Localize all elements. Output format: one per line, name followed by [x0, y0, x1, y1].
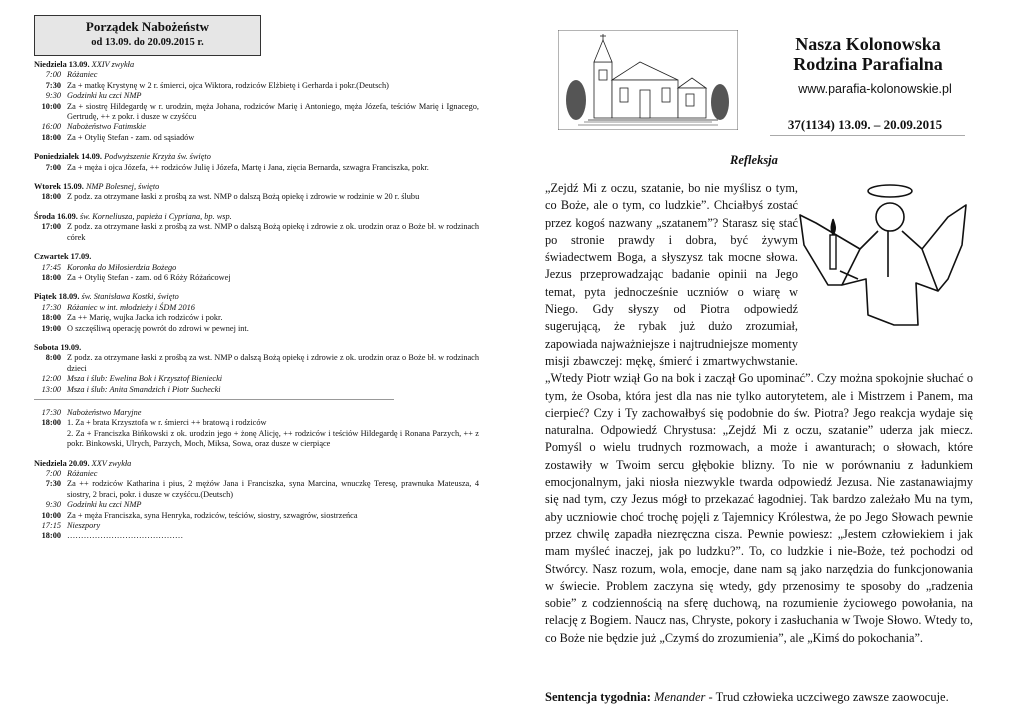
schedule-row	[34, 531, 479, 541]
sentence-text: - Trud człowieka uczciwego zawsze zaowocuje.	[705, 690, 949, 704]
row-time: 9:30	[45, 91, 61, 101]
schedule-row	[34, 500, 479, 510]
schedule-day	[34, 212, 479, 243]
row-time	[34, 429, 67, 450]
row-intention: Z podz. za otrzymane łaski z prośbą za wst. NMP o dalszą Bożą opiekę i zdrowie w rodzinie w 20 r. ślubu	[67, 192, 420, 202]
parish-title	[768, 34, 968, 74]
schedule-row	[34, 521, 479, 531]
day-date: Poniedziałek 14.09.	[34, 152, 102, 162]
row-time: 7:30	[45, 479, 61, 489]
day-date: Sobota 19.09.	[34, 342, 82, 352]
schedule-day	[34, 252, 479, 283]
sentence-author: Menander	[654, 690, 706, 704]
row-time: 19:00	[41, 323, 61, 333]
row-time: 18:00	[41, 418, 61, 428]
schedule-row	[34, 313, 479, 323]
issue-number: 37(1134) 13.09. – 20.09.2015	[787, 117, 943, 132]
parish-title-line2: Rodzina Parafialna	[793, 54, 943, 74]
row-time: 18:00	[41, 192, 61, 202]
row-intention: O szczęśliwą operację powrót do zdrowi w pewnej int.	[67, 323, 249, 333]
day-title	[34, 343, 479, 353]
day-title	[34, 60, 479, 70]
sentence-label: Sentencja tygodnia:	[545, 690, 651, 704]
schedule-row	[34, 353, 479, 374]
schedule-header-box	[34, 15, 261, 56]
day-subtitle: św. Korneliusza, papieża i Cypriana, bp. wsp.	[79, 211, 232, 221]
row-intention: Nabożeństwo Maryjne	[67, 407, 142, 417]
row-intention: Za ++ rodziców Katharina i pius, 2 mężów Jana i Franciszka, syna Marcina, wnuczkę Teresę, prawnuka Mateusza, 4 siostry, 2 braci, pokr. i dusze w czyśćcu.(Deutsch)	[67, 479, 479, 499]
schedule-row	[34, 163, 479, 173]
schedule-row	[34, 102, 479, 123]
row-time: 7:00	[45, 162, 61, 172]
row-time: 13:00	[41, 384, 61, 394]
schedule-row	[34, 469, 479, 479]
bulletin-column	[530, 0, 1024, 725]
schedule-column	[34, 15, 484, 715]
row-intention: Godzinki ku czci NMP	[67, 91, 142, 101]
day-date: Środa 16.09.	[34, 211, 78, 221]
row-time: 17:45	[41, 262, 61, 272]
row-intention: 2. Za + Franciszka Bińkowski z ok. urodzin jego + żonę Alicję, ++ rodziców i teściów Hildegardę i Ronana Parzych, ++ z pokr. Binkowski, Ulrych, Parzych, Moch, Miksa, Sowa, oraz dusze w cierpiące	[67, 428, 479, 449]
row-intention: Koronka do Miłosierdzia Bożego	[67, 262, 177, 272]
schedule-row	[34, 429, 479, 450]
schedule-row	[34, 479, 479, 500]
schedule-day	[34, 292, 479, 334]
row-time: 16:00	[41, 122, 61, 132]
schedule-row	[34, 385, 479, 395]
divider	[770, 135, 965, 136]
row-intention: Godzinki ku czci NMP	[67, 500, 142, 510]
row-intention: Nabożeństwo Fatimskie	[67, 122, 147, 132]
schedule-row	[34, 91, 479, 101]
row-time: 7:00	[45, 70, 61, 80]
row-intention: Różaniec w int. młodzieży i ŚDM 2016	[67, 302, 195, 312]
day-date: Niedziela 20.09.	[34, 458, 90, 468]
schedule-row	[34, 122, 479, 132]
reflection-text	[545, 180, 973, 647]
row-time: 8:00	[45, 353, 61, 363]
schedule-row	[34, 222, 479, 243]
day-title	[34, 212, 479, 222]
schedule-row	[34, 374, 479, 384]
day-date: Piątek 18.09.	[34, 292, 80, 302]
day-title	[34, 182, 479, 192]
schedule-list	[34, 60, 479, 551]
row-time: 18:00	[41, 313, 61, 323]
schedule-row	[34, 418, 479, 428]
day-subtitle: św. Stanisława Kostki, święto	[81, 292, 179, 302]
row-time: 17:00	[41, 222, 61, 232]
row-intention: Msza i ślub: Ewelina Bok i Krzysztof Bieniecki	[67, 374, 223, 384]
schedule-day	[34, 459, 479, 542]
day-subtitle: Podwyższenie Krzyża św. święto	[104, 152, 211, 162]
row-time: 10:00	[41, 101, 61, 111]
row-intention: Z podz. za otrzymane łaski z prośbą za wst. NMP o dalszą Bożą opiekę i zdrowie z ok. urodzin oraz o Boże bł. w rodzinach dzieci	[67, 353, 479, 373]
row-intention: Za + Otylię Stefan - zam. od 6 Róży Różańcowej	[67, 272, 231, 282]
sentence-of-week	[545, 690, 985, 705]
row-intention: 1. Za + brata Krzysztofa w r. śmierci ++ bratową i rodziców	[67, 418, 267, 428]
row-intention: Za ++ Marię, wujka Jacka ich rodziców i pokr.	[67, 313, 223, 323]
schedule-row	[34, 511, 479, 521]
row-time: 18:00	[41, 132, 61, 142]
church-illustration	[558, 30, 738, 130]
day-title	[34, 152, 479, 162]
day-title	[34, 459, 479, 469]
row-intention: Za + Otylię Stefan - zam. od sąsiadów	[67, 132, 195, 142]
row-time: 10:00	[41, 510, 61, 520]
schedule-row	[34, 408, 479, 418]
row-time: 17:30	[41, 407, 61, 417]
reflection-title: Refleksja	[730, 153, 778, 167]
schedule-row	[34, 192, 479, 202]
row-time: 7:30	[45, 80, 61, 90]
reflection-body: „Zejdź Mi z oczu, szatanie, bo nie myślisz o tym, co Boże, ale o tym, co ludzkie”. Chciałbyś zostać przez kogoś nazwany „szatanem”? Starasz się stać po stronie prawdy i dobra, być żywym świadectwem Boga, a słyszysz tak mocne słowa. Jezus przeprowadzając badanie opinii na Jego temat, pyta jednocześnie uczniów o wiarę w Niego. Gdy słyszy od Piotra odpowiedź sugerującą, że rybak już dużo zrozumiał, zapowiada najważniejsze i najtrudniejsze momenty misji zbawczej: mękę, śmierć i zmartwychwstanie. „Wtedy Piotr wziął Go na bok i zaczął Go upominać”. Czy można spokojnie słuchać o tym, że Osoba, która jest dla nas nie tylko autorytetem, ale i Mistrzem i Panem, ma cierpieć? Czy i Ty zachowałbyś się podobnie do św. Piotra? Jego reakcja wydaje się naturalna. Odpowiedź Chrystusa: „Zejdź Mi z oczu, szatanie” uderza jak miecz. Pomyśl o wielu trudnych rozmowach, a może i awanturach; o słowach, które zostawiły w Twoim sercu głębokie blizny. To nie w porównaniu z ładunkiem emocjonalnym, jaki niosła niezwykle twarda odpowiedź Jezusa. Nie zastanawiajmy się nad tym, czy Jezus mógł to przekazać łagodniej. Tak bardzo zależało Mu na tym, aby uczniowie choć trochę pojęli z Tajemnicy Królestwa, że po Jego Słowach pewnie przez chwilę zapadła niezręczna cisza. Pewnie powiesz: „Jestem człowiekiem i jak mam myśleć inaczej, jak po ludzku?”. To, co ludzkie i nie-Boże, też pochodzi od Stwórcy. Nasz rozum, wola, emocje, dane nam są jako narzędzia do funkcjonowania w świecie. Problem zaczyna się wtedy, gdy przenosimy te sposoby do „radzenia sobie” z codziennością na sferę duchową, na rozumienie życiowego powołania, na relację z Bogiem. Naucz nas, Chryste, pokory i zasłuchania w Twoje Słowo. Wtedy to, co Boże nie będzie już „Czymś do zrozumienia”, ale „Kimś do pokochania”.	[545, 181, 973, 645]
schedule-row	[34, 133, 479, 143]
row-time: 18:00	[41, 531, 61, 541]
schedule-day	[34, 60, 479, 143]
day-date: Czwartek 17.09.	[34, 252, 92, 262]
schedule-title: Porządek Nabożeństw	[85, 19, 210, 34]
schedule-row	[34, 324, 479, 334]
schedule-row	[34, 81, 479, 91]
row-time: 12:00	[41, 374, 61, 384]
schedule-day	[34, 152, 479, 173]
day-date: Wtorek 15.09.	[34, 182, 84, 192]
parish-title-line1: Nasza Kolonowska	[795, 34, 941, 54]
row-time: 17:15	[41, 521, 61, 531]
row-intention: Różaniec	[67, 469, 98, 478]
row-intention: Nieszpory	[67, 521, 101, 531]
schedule-row	[34, 263, 479, 273]
day-title	[34, 252, 479, 262]
schedule-day	[34, 343, 479, 450]
schedule-dates: od 13.09. do 20.09.2015 r.	[91, 37, 204, 48]
row-intention: Za + matkę Krystynę w 2 r. śmierci, ojca Wiktora, rodziców Elżbietę i Gerharda i pokr.(Deutsch)	[67, 80, 389, 90]
day-date: Niedziela 13.09.	[34, 60, 90, 69]
day-subtitle: XXV zwykła	[91, 458, 132, 468]
row-intention: Za + męża i ojca Józefa, ++ rodziców Julię i Józefa, Martę i Jana, zięcia Bernarda, szwagra Franciszka, pokr.	[67, 162, 429, 172]
row-time: 18:00	[41, 272, 61, 282]
schedule-row	[34, 70, 479, 80]
row-intention: ……………………………………	[67, 531, 184, 541]
schedule-day	[34, 182, 479, 203]
row-intention: Różaniec	[67, 70, 98, 80]
day-subtitle: NMP Bolesnej, święto	[85, 182, 160, 192]
row-time: 7:00	[45, 469, 61, 478]
row-intention: Za + męża Franciszka, syna Henryka, rodziców, teściów, siostry, szwagrów, siostrzeńca	[67, 510, 358, 520]
day-subtitle: XXIV zwykła	[91, 60, 135, 69]
day-divider	[34, 399, 394, 400]
row-intention: Za + siostrę Hildegardę w r. urodzin, męża Johana, rodziców Marię i Antoniego, męża Józefa, teściów Marię i Ignacego, Gertrudę, ++ z pokr. i dusze w czyśćcu	[67, 101, 479, 122]
row-time: 17:30	[41, 302, 61, 312]
row-intention: Z podz. za otrzymane łaski z prośbą za wst. NMP o dalszą Bożą opiekę i zdrowie z ok. urodzin oraz o Boże bł. w rodzinach córek	[67, 222, 479, 242]
schedule-row	[34, 303, 479, 313]
day-title	[34, 292, 479, 302]
parish-website[interactable]: www.parafia-kolonowskie.pl	[798, 82, 952, 96]
row-intention: Msza i ślub: Anita Smandzich i Piotr Suchecki	[67, 384, 221, 394]
schedule-row	[34, 273, 479, 283]
row-time: 9:30	[45, 500, 61, 510]
